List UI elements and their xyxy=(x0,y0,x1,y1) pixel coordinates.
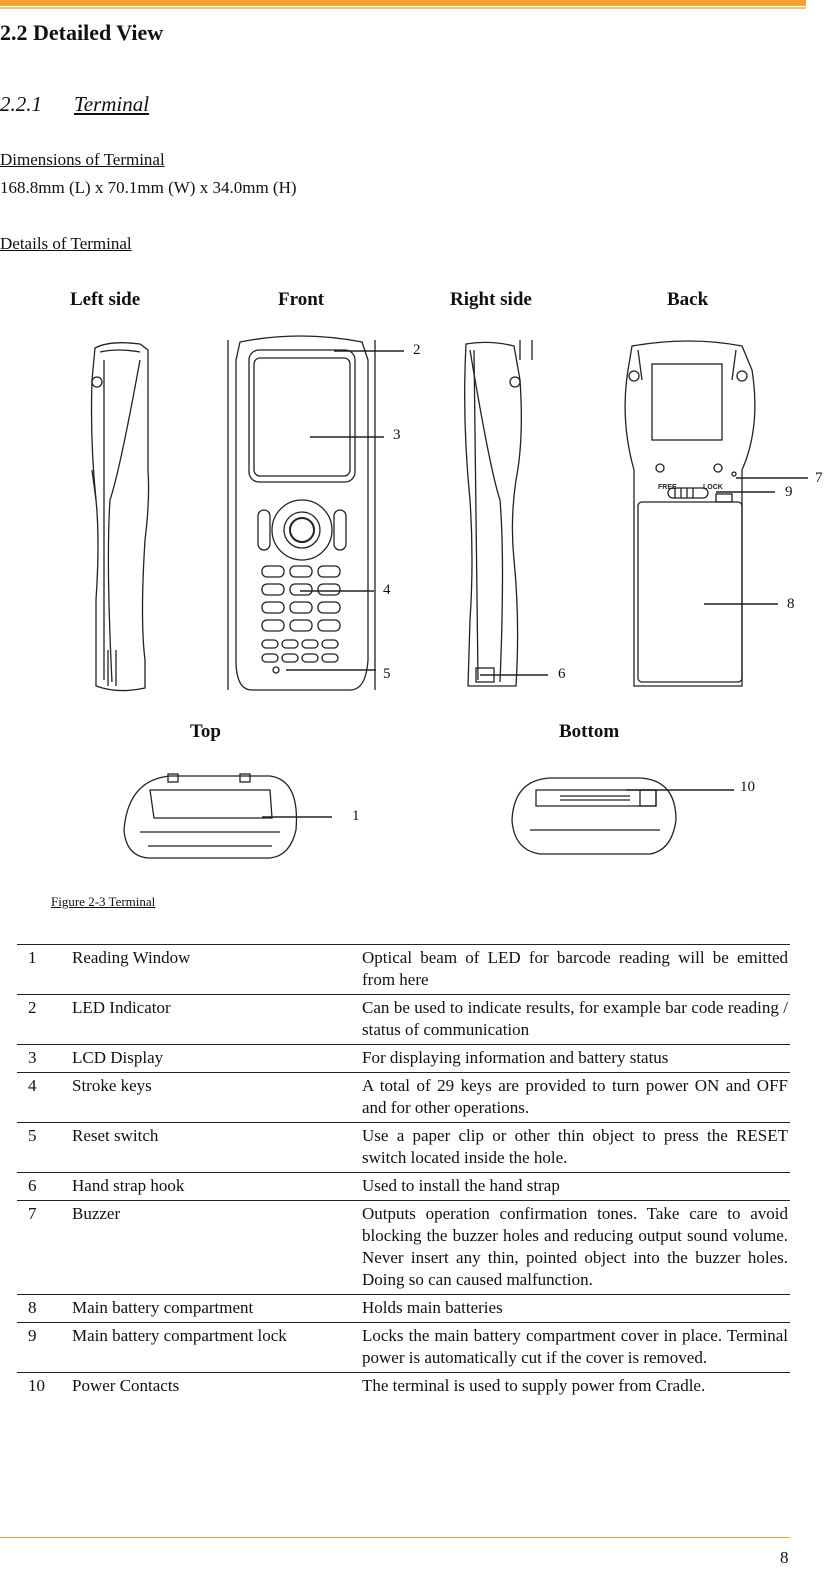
callout-8: 8 xyxy=(787,596,795,612)
row-number: 6 xyxy=(28,1176,37,1195)
view-label-back: Back xyxy=(667,289,709,310)
callout-2: 2 xyxy=(413,342,421,358)
view-label-front: Front xyxy=(278,289,325,310)
table-row xyxy=(17,1123,790,1173)
section-heading: 2.2 Detailed View xyxy=(0,20,164,45)
row-description: A total of 29 keys are provided to turn power ON and OFF and for other operations. xyxy=(362,1076,788,1117)
row-name: Main battery compartment xyxy=(72,1298,254,1317)
row-name: Stroke keys xyxy=(72,1076,152,1095)
row-number: 10 xyxy=(28,1376,45,1395)
row-name: LCD Display xyxy=(72,1048,164,1067)
back-free-label: FREE xyxy=(658,484,677,491)
row-number: 9 xyxy=(28,1326,37,1345)
front-view-drawing xyxy=(228,336,375,690)
row-description: Optical beam of LED for barcode reading will be emitted from here xyxy=(362,948,788,989)
callout-10: 10 xyxy=(740,779,755,795)
row-description: The terminal is used to supply power from Cradle. xyxy=(362,1376,706,1395)
table-row xyxy=(17,1201,790,1295)
table-row xyxy=(17,1373,790,1401)
view-label-bottom: Bottom xyxy=(559,721,620,742)
subsection-number: 2.2.1 xyxy=(0,92,42,116)
row-number: 2 xyxy=(28,998,37,1017)
row-name: Reading Window xyxy=(72,948,191,967)
table-row xyxy=(17,1173,790,1201)
subsection-title: Terminal xyxy=(74,92,150,116)
terminal-details-table xyxy=(17,944,790,1400)
callout-7: 7 xyxy=(815,470,823,486)
view-label-top: Top xyxy=(190,721,221,742)
row-number: 8 xyxy=(28,1298,37,1317)
row-number: 5 xyxy=(28,1126,37,1145)
row-description: For displaying information and battery status xyxy=(362,1048,669,1067)
dimensions-value: 168.8mm (L) x 70.1mm (W) x 34.0mm (H) xyxy=(0,178,297,197)
figure-caption: Figure 2-3 Terminal xyxy=(51,894,156,909)
row-name: Main battery compartment lock xyxy=(72,1326,287,1345)
row-name: Buzzer xyxy=(72,1204,121,1223)
top-view-drawing xyxy=(124,774,296,858)
row-description: Holds main batteries xyxy=(362,1298,503,1317)
callout-9: 9 xyxy=(785,484,793,500)
row-number: 1 xyxy=(28,948,37,967)
row-description: Can be used to indicate results, for example bar code reading / status of communication xyxy=(362,998,788,1039)
table-row xyxy=(17,945,790,995)
table-row xyxy=(17,995,790,1045)
row-description: Used to install the hand strap xyxy=(362,1176,560,1195)
back-view-drawing xyxy=(625,341,755,686)
callout-6: 6 xyxy=(558,666,566,682)
row-name: LED Indicator xyxy=(72,998,171,1017)
table-row xyxy=(17,1295,790,1323)
table-row xyxy=(17,1045,790,1073)
table-row xyxy=(17,1073,790,1123)
table-row xyxy=(17,1323,790,1373)
row-name: Hand strap hook xyxy=(72,1176,185,1195)
footer-rule xyxy=(0,1537,790,1538)
row-number: 7 xyxy=(28,1204,37,1223)
callout-1: 1 xyxy=(352,808,360,824)
view-label-right: Right side xyxy=(450,289,532,310)
row-description: Outputs operation confirmation tones. Take care to avoid blocking the buzzer holes and reducing output sound volume. Never insert any thin, pointed object into the buzzer holes. Doing so can caused malfunction. xyxy=(362,1204,788,1289)
callout-3: 3 xyxy=(393,427,401,443)
left-side-view-drawing xyxy=(92,343,149,691)
row-name: Reset switch xyxy=(72,1126,159,1145)
row-number: 3 xyxy=(28,1048,37,1067)
callout-4: 4 xyxy=(383,582,391,598)
page-number: 8 xyxy=(780,1548,789,1567)
details-label: Details of Terminal xyxy=(0,234,132,253)
row-description: Locks the main battery compartment cover in place. Terminal power is automatically cut if the cover is removed. xyxy=(362,1326,788,1367)
row-description: Use a paper clip or other thin object to press the RESET switch located inside the hole. xyxy=(362,1126,788,1167)
dimensions-label: Dimensions of Terminal xyxy=(0,150,165,169)
callout-5: 5 xyxy=(383,666,391,682)
right-side-view-drawing xyxy=(465,340,532,686)
row-number: 4 xyxy=(28,1076,37,1095)
view-label-left: Left side xyxy=(70,289,141,310)
back-lock-label: LOCK xyxy=(703,484,723,491)
row-name: Power Contacts xyxy=(72,1376,180,1395)
